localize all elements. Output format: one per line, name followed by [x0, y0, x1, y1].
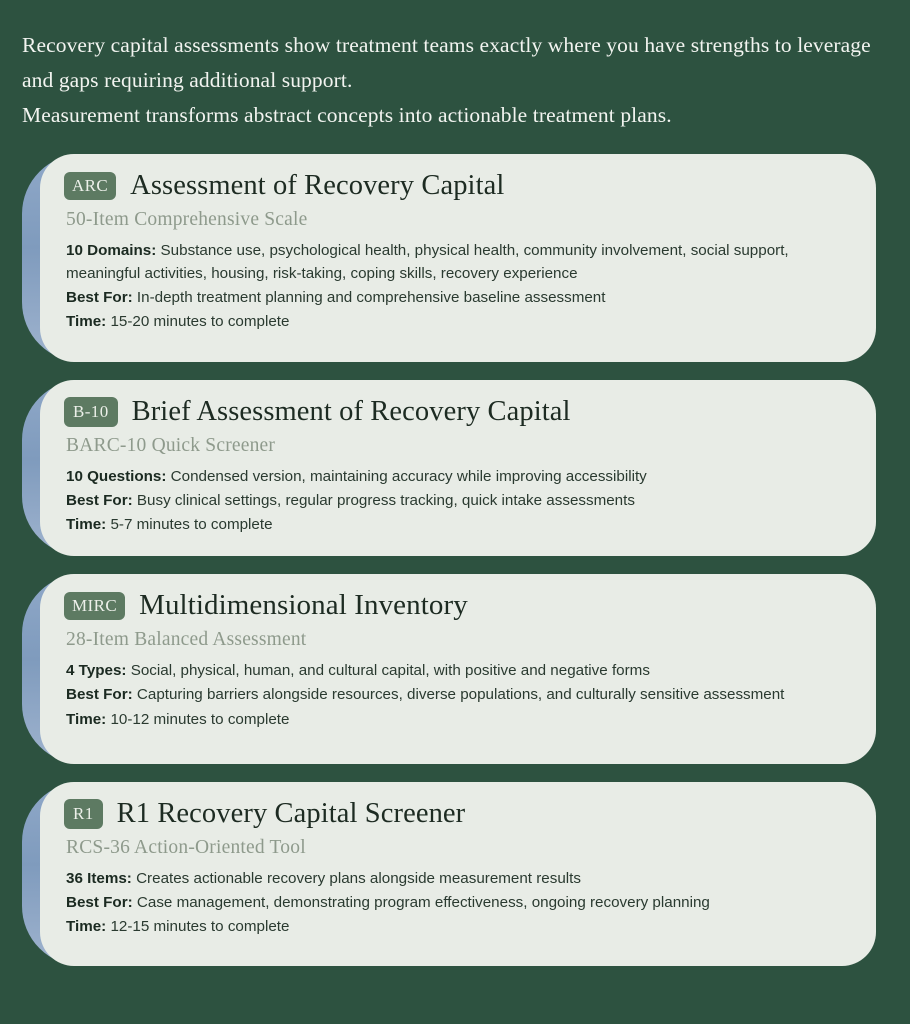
detail-row: [66, 489, 850, 512]
card-badge: R1: [64, 799, 103, 829]
card-header: [64, 798, 850, 829]
detail-text: 10-12 minutes to complete: [110, 710, 290, 728]
assessment-card-list: [0, 154, 910, 966]
detail-label: Best For:: [66, 893, 133, 911]
card-header: [64, 396, 850, 427]
card-subtitle: 50-Item Comprehensive Scale: [66, 208, 308, 230]
card-subtitle: RCS-36 Action-Oriented Tool: [66, 836, 306, 858]
card-title: Brief Assessment of Recovery Capital: [131, 396, 571, 428]
detail-label: Time:: [66, 918, 107, 936]
assessment-card-barc10: [22, 380, 876, 556]
detail-label: Best For:: [66, 289, 133, 307]
detail-label: Time:: [66, 313, 107, 331]
detail-label: 10 Questions:: [66, 467, 167, 485]
assessment-card-r1: [22, 782, 876, 966]
detail-text: Creates actionable recovery plans alongside measurement results: [136, 869, 581, 887]
card-details: [66, 465, 850, 536]
card-body: [40, 380, 876, 556]
card-header: [64, 170, 850, 201]
intro-line-1: Recovery capital assessments show treatment teams exactly where you have strengths to leverage and gaps requiring additional support.: [22, 33, 871, 92]
detail-text: In-depth treatment planning and comprehensive baseline assessment: [136, 289, 606, 307]
detail-row: [66, 708, 850, 731]
detail-row: [66, 891, 850, 914]
detail-row: [66, 867, 850, 890]
detail-row: [66, 286, 850, 309]
detail-text: Condensed version, maintaining accuracy while improving accessibility: [170, 467, 647, 485]
detail-row: [66, 310, 850, 333]
detail-text: Busy clinical settings, regular progress tracking, quick intake assessments: [136, 491, 635, 509]
card-badge: ARC: [64, 172, 116, 200]
detail-text: Substance use, psychological health, physical health, community involvement, social support, meaningful activities, housing, risk-taking, coping skills, recovery experience: [66, 241, 789, 282]
detail-label: 36 Items:: [66, 869, 132, 887]
card-badge: B-10: [64, 397, 118, 427]
card-badge: MIRC: [64, 592, 125, 620]
card-details: [66, 659, 850, 730]
card-title: Assessment of Recovery Capital: [130, 170, 505, 202]
detail-text: Capturing barriers alongside resources, diverse populations, and culturally sensitive assessment: [136, 686, 785, 704]
detail-row: [66, 683, 850, 706]
detail-label: Best For:: [66, 491, 133, 509]
detail-text: 5-7 minutes to complete: [110, 516, 273, 534]
detail-label: Time:: [66, 710, 107, 728]
card-body: [40, 574, 876, 764]
detail-text: Case management, demonstrating program effectiveness, ongoing recovery planning: [136, 893, 710, 911]
detail-row: [66, 513, 850, 536]
card-details: [66, 239, 850, 333]
card-details: [66, 867, 850, 938]
detail-label: Time:: [66, 516, 107, 534]
assessment-card-mirc: [22, 574, 876, 764]
detail-text: Social, physical, human, and cultural capital, with positive and negative forms: [130, 662, 650, 680]
card-title: Multidimensional Inventory: [139, 589, 468, 622]
detail-label: Best For:: [66, 686, 133, 704]
intro-line-2: Measurement transforms abstract concepts into actionable treatment plans.: [22, 102, 672, 127]
card-body: [40, 154, 876, 362]
detail-row: [66, 915, 850, 938]
card-header: [64, 590, 850, 622]
detail-row: [66, 239, 850, 285]
detail-label: 4 Types:: [66, 662, 127, 680]
detail-label: 10 Domains:: [66, 241, 157, 259]
detail-row: [66, 465, 850, 488]
card-body: [40, 782, 876, 966]
detail-text: 12-15 minutes to complete: [110, 918, 290, 936]
detail-row: [66, 659, 850, 682]
detail-text: 15-20 minutes to complete: [110, 313, 290, 331]
card-subtitle: BARC-10 Quick Screener: [66, 434, 276, 456]
card-title: R1 Recovery Capital Screener: [116, 798, 466, 830]
assessment-card-arc: [22, 154, 876, 362]
intro-text: [0, 0, 910, 132]
card-subtitle: 28-Item Balanced Assessment: [66, 629, 307, 651]
